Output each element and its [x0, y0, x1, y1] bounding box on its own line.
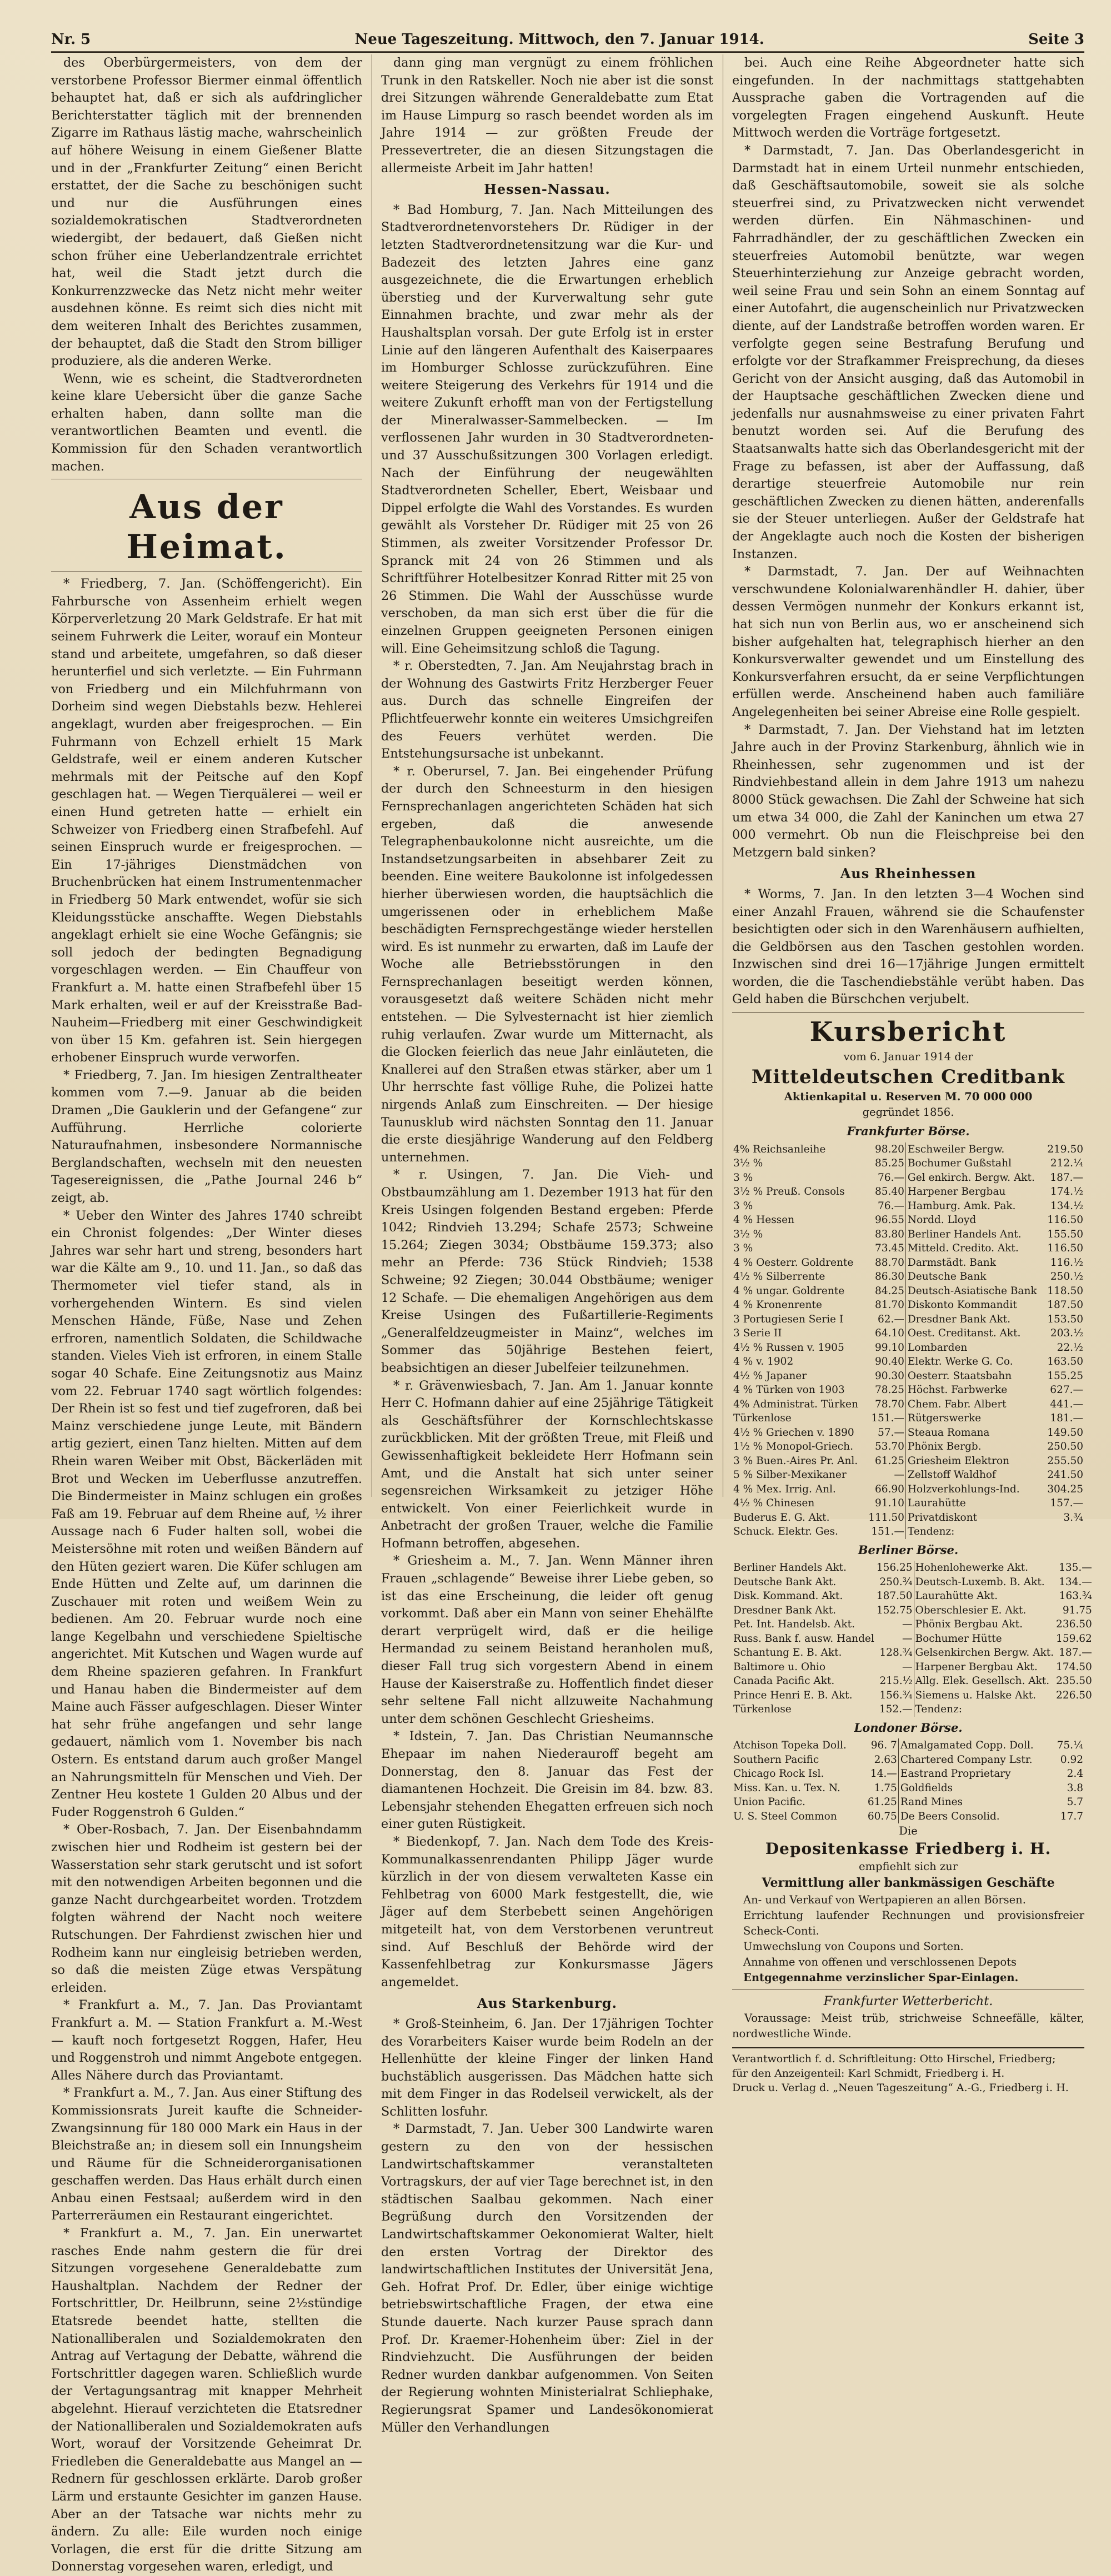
- security-name: Amalgamated Copp. Doll.: [900, 1740, 1034, 1752]
- security-rate: 203.½: [1050, 1327, 1083, 1340]
- security-rate: 66.90: [874, 1483, 904, 1495]
- column-3: [732, 54, 1092, 2094]
- security-rate: 441.—: [1050, 1398, 1083, 1410]
- rate-row: [732, 1738, 1084, 1753]
- security-rate: 76.—: [878, 1200, 904, 1212]
- security-name: Disk. Kommand. Akt.: [733, 1590, 843, 1602]
- security-rate: 96. 7: [870, 1740, 897, 1752]
- security-name: Berliner Handels Ant.: [907, 1228, 1022, 1240]
- frankfurt-heading: Frankfurter Börse.: [847, 1124, 970, 1139]
- security-rate: 81.70: [874, 1299, 904, 1311]
- security-name: Hohenlohewerke Akt.: [915, 1562, 1029, 1574]
- security-name: 3 Serie II: [733, 1327, 782, 1340]
- security-name: Deutsche Bank Akt.: [733, 1576, 837, 1588]
- security-name: Southern Pacific: [733, 1753, 819, 1766]
- kursbericht-title: Kursbericht: [809, 1016, 1007, 1048]
- security-rate: 304.25: [1047, 1483, 1083, 1495]
- security-rate: 241.50: [1047, 1469, 1083, 1481]
- bank-capital: Aktienkapital u. Reserven M. 70 000 000: [784, 1090, 1033, 1104]
- ad-headline: Vermittlung aller bankmässigen Geschäfte: [762, 1876, 1055, 1891]
- imprint-line: Druck u. Verlag d. „Neuen Tageszeitung“ A.-G., Friedberg i. H.: [732, 2081, 1069, 2094]
- security-rate: 118.50: [1047, 1285, 1083, 1297]
- rate-row: [732, 1468, 1084, 1482]
- security-rate: 83.80: [874, 1228, 904, 1240]
- security-rate: 187.—: [1050, 1171, 1083, 1184]
- depositenkasse-name: Depositenkasse Friedberg i. H.: [765, 1840, 1052, 1858]
- rate-row: [732, 1298, 1084, 1312]
- section-title-heimat: Aus der Heimat.: [126, 488, 287, 567]
- article-paragraph: * Friedberg, 7. Jan. Im hiesigen Zentraltheater kommen vom 7.—9. Januar ab die beiden Dramen „Die Gauklerin und der Gefangene“ zur Aufführung. Herrliche colorierte Naturaufnahmen, insbesondere Normannische Berglandschaften, wechseln mit den neuesten Tagesereignissen, die „Pathe Journal 246 b“ zeigt, ab.: [51, 1068, 362, 1206]
- security-rate: 61.25: [874, 1455, 904, 1467]
- rate-row: [732, 1199, 1084, 1214]
- section-heading: Aus Starkenburg.: [477, 1995, 617, 2012]
- security-rate: 0.92: [1060, 1753, 1083, 1766]
- berlin-heading: Berliner Börse.: [858, 1542, 959, 1557]
- security-name: Harpener Bergbau Akt.: [915, 1661, 1038, 1673]
- security-rate: 78.70: [874, 1398, 904, 1410]
- security-name: Privatdiskont: [907, 1511, 977, 1523]
- security-name: Diskonto Kommandit: [907, 1299, 1017, 1311]
- rate-row: [732, 1312, 1084, 1327]
- rate-row: [732, 1617, 1093, 1632]
- rate-row: [732, 1795, 1084, 1810]
- security-name: Höchst. Farbwerke: [907, 1384, 1008, 1396]
- security-rate: 53.70: [874, 1441, 904, 1453]
- security-name: Oesterr. Staatsbahn: [907, 1370, 1012, 1382]
- security-name: Darmstädt. Bank: [907, 1256, 996, 1269]
- security-rate: 152.75: [876, 1604, 913, 1616]
- security-name: Canada Pacific Akt.: [733, 1675, 835, 1687]
- divider: [732, 1012, 1084, 1013]
- security-name: Nordd. Lloyd: [907, 1214, 977, 1226]
- rate-row: [732, 1781, 1084, 1796]
- rate-row: [732, 1256, 1084, 1270]
- security-rate: 163.¾: [1059, 1590, 1092, 1602]
- rate-row: [732, 1674, 1093, 1688]
- security-rate: 3.8: [1067, 1782, 1083, 1794]
- kursbericht-date: vom 6. Januar 1914 der: [843, 1050, 973, 1064]
- security-name: Oest. Creditanst. Akt.: [907, 1327, 1021, 1340]
- security-name: 1½ % Monopol-Griech.: [733, 1441, 853, 1453]
- rate-row: [732, 1660, 1093, 1675]
- article-paragraph: * Bad Homburg, 7. Jan. Nach Mitteilungen des Stadtverordnetenvorstehers Dr. Rüdiger in der letzten Stadtverordnetensitzung war die Kur- und Badezeit des letzten Jahres eine ganz ausgezeichnete, die die Erwartungen erheblich überstieg und der Kurverwaltung sehr gute Einnahmen brachte, und zwar mehr als der Haushaltsplan vorsah. Der gute Erfolg ist in erster Linie auf den längeren Aufenthalt des Kaiserpaares im Homburger Schlosse zurückzuführen. Eine weitere Steigerung des Verkehrs für 1914 und die weitere Zukunft erhofft man von der Fertigstellung der Mineralwasser-Sammelbecken. — Im verflossenen Jahr wurden in 30 Stadtverordneten- und 37 Ausschußsitzungen 300 Vorlagen erledigt. Nach der Einführung der neugewählten Stadtverordneten Scheller, Ebert, Weisbaar und Dippel erfolgte die Wahl des Vorstandes. Es wurden gewählt als Vorsteher Dr. Rüdiger mit 25 von 26 Stimmen, als zweiter Vorsitzender Professor Dr. Spranck mit 24 von 26 Stimmen und als Schriftführer Hotelbesitzer Konrad Ritter mit 25 von 26 Stimmen. Die Wahl der Ausschüsse wurde verschoben, da man sich erst über die für die einzelnen Gruppen geeigneten Personen einigen will. Eine Geheimsitzung schloß die Tagung.: [381, 202, 713, 656]
- security-rate: —: [902, 1661, 913, 1673]
- rate-row: [732, 1440, 1084, 1454]
- security-name: 4½ % Silberrente: [733, 1271, 825, 1283]
- article-paragraph: * r. Oberursel, 7. Jan. Bei eingehender Prüfung der durch den Schneesturm in den hiesigen Fernsprechanlagen angerichteten Schäden hat sich ergeben, daß die anwesende Telegraphenbaukolonne nicht ausreichte, um die Instandsetzungsarbeiten in absehbarer Zeit zu beenden. Eine weitere Baukolonne ist infolgedessen hierher überwiesen worden, die hauptsächlich die umgerissenen oder in erheblichem Maße beschädigten Fernsprechgestänge wieder herstellen wird. Es ist nunmehr zu erwarten, daß im Laufe der Woche alle Betriebsstörungen in den Fernsprechanlagen beseitigt werden können, vorausgesetzt daß weitere Schäden nicht mehr entstehen. — Die Sylvesternacht ist hier ziemlich ruhig verlaufen. Zwar wurde um Mitternacht, als die Glocken feierlich das neue Jahr einläuteten, die Knallerei auf den Straßen etwas stärker, aber um 1 Uhr herrschte fast völlige Ruhe, die Polizei hatte nirgends Anlaß zum Einschreiten. — Der hiesige Taunusklub wird nächsten Sonntag den 11. Januar die erste diesjährige Wanderung auf den Feldberg unternehmen.: [381, 764, 713, 1165]
- article-paragraph: * r. Usingen, 7. Jan. Die Vieh- und Obstbaumzählung am 1. Dezember 1913 hat für den Kreis Usingen folgenden Bestand ergeben: Pferde 1042; Rindvieh 13.294; Schafe 2573; Schweine 15.264; Ziegen 3034; Obstbäume 159.373; also mehr an Pferde: 736 Stück Rindvieh; 1538 Schweine; 92 Ziegen; 30.044 Obstbäume; weniger 12 Schafe. — Die ehemaligen Angehörigen aus dem Kreise Usingen des Fußartillerie-Regiments „Generalfeldzeugmeister in Mainz“, welches im Sommer das 50jährige Bestehen feiert, beabsichtigen an dieser Jubelfeier teilzunehmen.: [381, 1167, 713, 1375]
- security-rate: 155.50: [1047, 1228, 1083, 1240]
- security-rate: 250.¾: [879, 1576, 913, 1588]
- article-paragraph: * Darmstadt, 7. Jan. Ueber 300 Landwirte waren gestern zu den von der hessischen Landwirtschaftskammer veranstalteten Vortragskurs, der auf vier Tage berechnet ist, in den städtischen Saalbau gekommen. Nach einer Begrüßung durch den Vorsitzenden der Landwirtschaftskammer Oekonomierat Walter, hielt den ersten Vortrag der Direktor des landwirtschaftlichen Institutes der Universität Jena, Geh. Hofrat Prof. Dr. Edler, über einige wichtige betriebswirtschaftliche Fragen, der etwa eine Stunde dauerte. Nach kurzer Pause sprach dann Prof. Dr. Kraemer-Hohenheim über: Ziel in der Rindviehzucht. Die Ausführungen der beiden Redner wurden dankbar aufgenommen. Von Seiten der Regierung wohnten Ministerialrat Schliephake, Regierungsrat Spamer und Landesökonomierat Müller den Verhandlungen: [381, 2122, 713, 2435]
- rate-row: [732, 1341, 1084, 1355]
- security-rate: 134.—: [1059, 1576, 1092, 1588]
- rate-row: [732, 1171, 1084, 1185]
- security-name: 5 % Silber-Mexikaner: [733, 1469, 847, 1481]
- security-name: Chartered Company Lstr.: [900, 1753, 1033, 1766]
- security-rate: 73.45: [874, 1242, 904, 1255]
- ad-die: Die: [899, 1825, 918, 1838]
- rate-row: [732, 1241, 1084, 1256]
- security-name: Rand Mines: [900, 1796, 963, 1808]
- article-paragraph: * Friedberg, 7. Jan. (Schöffengericht). Ein Fahrbursche von Assenheim erhielt wegen Körperverletzung 20 Mark Geldstrafe. Er hat mit seinem Fuhrwerk die Leiter, worauf ein Monteur stand und arbeitete, umgefahren, so daß dieser herunterfiel und sich verletzte. — Ein Fuhrmann von Friedberg und ein Milchfuhrmann von Dorheim sind wegen Diebstahls bezw. Hehlerei angeklagt, wurden aber freigesprochen. — Ein Fuhrmann von Echzell erhielt 15 Mark Geldstrafe, weil er einem anderen Kutscher mehrmals mit der Peitsche auf den Kopf geschlagen hat. — Wegen Tierquälerei — weil er einen Hund getreten hatte — erhielt ein Schweizer von Friedberg einen Strafbefehl. Auf seinen Einspruch wurde er freigesprochen. — Ein 17-jähriges Dienstmädchen von Bruchenbrücken hat einem Instrumentenmacher in Friedberg 50 Mark entwendet, wofür sie sich Kleidungsstücke anschaffte. Wegen Diebstahls angeklagt erhielt sie eine Woche Gefängnis; sie soll jedoch der bedingten Begnadigung vorgeschlagen werden. — Ein Chauffeur von Frankfurt a. M. hatte einen Strafbefehl über 15 Mark erhalten, weil er auf der Kreisstraße Bad-Nauheim—Friedberg mit einer Geschwindigkeit von über 15 Km. gefahren ist. Sein hiergegen erhobener Einspruch wurde verworfen.: [51, 577, 362, 1065]
- rate-row: [732, 1383, 1084, 1397]
- security-name: 3½ %: [733, 1157, 763, 1170]
- security-name: 4½ % Japaner: [733, 1370, 807, 1382]
- security-rate: 151.—: [871, 1412, 904, 1425]
- security-rate: 75.¼: [1057, 1740, 1083, 1752]
- security-name: Eschweiler Bergw.: [907, 1143, 1005, 1155]
- security-name: Goldfields: [900, 1782, 953, 1794]
- rate-row: [732, 1482, 1084, 1497]
- security-rate: 174.50: [1056, 1661, 1092, 1673]
- article-paragraph: * Frankfurt a. M., 7. Jan. Aus einer Stiftung des Kommissionsrats Jureit kaufte die Schneider-Zwangsinnung für 180 000 Mark ein Haus in der Bleichstraße an; in diesem soll ein Innungsheim und Räume für die Schneiderorganisationen geschaffen werden. Das Haus erhält durch einen Anbau einen Festsaal; außerdem wird in den Parterreräumen ein Restaurant eingerichtet.: [51, 2086, 362, 2223]
- security-name: Chem. Fabr. Albert: [907, 1398, 1007, 1410]
- column-2: [381, 54, 713, 2435]
- security-name: 4½ % Chinesen: [733, 1497, 815, 1510]
- security-rate: 219.50: [1047, 1143, 1083, 1155]
- security-name: Bochumer Gußstahl: [907, 1157, 1012, 1170]
- security-rate: 135.—: [1059, 1562, 1092, 1574]
- security-rate: 255.50: [1047, 1455, 1083, 1467]
- security-name: Union Pacific.: [733, 1796, 805, 1808]
- security-name: Tendenz:: [915, 1703, 962, 1716]
- article-paragraph: * Frankfurt a. M., 7. Jan. Ein unerwartet rasches Ende nahm gestern die für drei Sitzungen vorgesehene Generaldebatte zum Haushaltplan. Nachdem der Redner der Fortschrittler, Dr. Heilbrunn, seine 2½stündige Etatsrede beendet hatte, stellten die Nationalliberalen und Sozialdemokraten den Antrag auf Vertagung der Debatte, während die Fortschrittler dagegen waren. Schließlich wurde der Vertagungsantrag mit knapper Mehrheit abgelehnt. Hierauf verzichteten die Etatsredner der Nationalliberalen und Sozialdemokraten aufs Wort, worauf der Vorsitzende Geheimrat Dr. Friedleben die Generaldebatte aus Mangel an — Rednern für geschlossen erklärte. Darob großer Lärm und erstaunte Gesichter im ganzen Hause. Aber an der Tatsache war nichts mehr zu ändern. Zu alle: Eile wurden noch einige Vorlagen, die erst für die dritte Sitzung am Donnerstag vorgesehen waren, erledigt, und: [51, 2226, 362, 2574]
- rate-row: [732, 1767, 1084, 1781]
- security-rate: 60.75: [867, 1810, 897, 1822]
- security-name: Zellstoff Waldhof: [907, 1469, 996, 1481]
- security-rate: —: [894, 1469, 904, 1481]
- weather-forecast: Voraussage: Meist trüb, strichweise Schneefälle, kälter, nordwestliche Winde.: [732, 2011, 1084, 2040]
- article-paragraph: * Darmstadt, 7. Jan. Das Oberlandesgericht in Darmstadt hat in einem Urteil nunmehr entschieden, daß Geschäftsautomobile, soweit sie als solche steuerfrei sind, zu Privatzwecken nicht verwendet werden dürfen. Ein Nähmaschinen- und Fahrradhändler, der zu geschäftlichen Zwecken ein steuerfreies Automobil benützte, war wegen Steuerhinterziehung zur Anzeige gebracht worden, weil seine Frau und sein Sohn an einem Sonntag auf einer Autofahrt, die augenscheinlich nur Privatzwecken diente, auf der Landstraße betroffen worden waren. Er verfolgte gegen seine Bestrafung Berufung und erfolgte vor der Strafkammer Freisprechung, da dieses Gericht von der Ansicht ausging, daß das Automobil in der Hauptsache geschäftlichen Zwecken diene und jedenfalls nur ausnahmsweise zu einer privaten Fahrt benutzt worden sei. Auf die Berufung des Staatsanwalts hatte sich das Oberlandesgericht mit der Frage zu befassen, ist aber der Auffassung, daß derartige steuerfreie Automobile nur rein geschäftlichen Zwecken zu dienen hätten, anderenfalls sie der Steuer unterliegen. Außer der Geldstrafe hat der Angeklagte auch noch die Kosten der bisherigen Instanzen.: [732, 143, 1084, 562]
- security-name: U. S. Steel Common: [733, 1810, 837, 1822]
- article-paragraph: bei. Auch eine Reihe Abgeordneter hatte sich eingefunden. In der nachmittags stattgehabten Aussprache gaben die Vortragenden auf die vorgelegten Fragen eingehend Auskunft. Heute Mittwoch werden die Vorträge fortgesetzt.: [732, 56, 1084, 141]
- rate-row: [732, 1589, 1093, 1603]
- security-name: Allg. Elek. Gesellsch. Akt.: [915, 1675, 1050, 1687]
- rate-row: [732, 1326, 1084, 1341]
- security-name: Atchison Topeka Doll.: [733, 1740, 847, 1752]
- security-rate: 84.25: [874, 1285, 904, 1297]
- rate-row: [732, 1753, 1084, 1767]
- imprint-line: Verantwortlich f. d. Schriftleitung: Otto Hirschel, Friedberg;: [732, 2052, 1056, 2065]
- security-rate: 96.55: [874, 1214, 904, 1226]
- security-rate: 86.30: [874, 1271, 904, 1283]
- security-rate: 99.10: [874, 1341, 904, 1354]
- rate-row: [732, 1810, 1084, 1824]
- article-paragraph: * Biedenkopf, 7. Jan. Nach dem Tode des Kreis-Kommunalkassenrendanten Philipp Jäger wurde kürzlich in der von diesem verwalteten Kasse ein Fehlbetrag von 6000 Mark festgestellt, die, wie Jäger auf dem Sterbebett seinen Angehörigen mitgeteilt hat, von dem Verstorbenen veruntreut sind. Auf Beschluß der Behörde wird der Kassenfehlbetrag zur Konkursmasse Jägers angemeldet.: [381, 1834, 713, 1989]
- article-paragraph: * Idstein, 7. Jan. Das Christian Neumannsche Ehepaar im nahen Niederauroff begeht am Donnerstag, den 8. Januar das Fest der diamantenen Hochzeit. Die Greisin im 84. bzw. 83. Lebensjahr stehenden Ehegatten erfreuen sich noch einer guten Rüstigkeit.: [381, 1729, 713, 1832]
- rate-row: [732, 1426, 1084, 1440]
- security-rate: 76.—: [878, 1171, 904, 1184]
- article-paragraph: * Worms, 7. Jan. In den letzten 3—4 Wochen sind einer Anzahl Frauen, während sie die Schaufenster besichtigten oder sich in den Warenhäusern aufhielten, die Geldbörsen aus den Taschen gestohlen worden. Inzwischen sind drei 16—17jährige Jungen ermittelt worden, die die Taschendiebstähle verübt haben. Das Geld haben die Bürschchen verjubelt.: [732, 886, 1084, 1007]
- page-header: [51, 27, 1084, 53]
- security-rate: 64.10: [874, 1327, 904, 1340]
- security-name: Elektr. Werke G. Co.: [907, 1356, 1013, 1368]
- issue-number: Nr. 5: [51, 31, 91, 48]
- security-name: Siemens u. Halske Akt.: [915, 1689, 1037, 1701]
- security-name: Prince Henri E. B. Akt.: [733, 1689, 853, 1701]
- security-rate: 57.—: [878, 1426, 904, 1439]
- security-rate: 78.25: [874, 1384, 904, 1396]
- security-name: 4 % Oesterr. Goldrente: [733, 1256, 854, 1269]
- security-name: Hamburg. Amk. Pak.: [907, 1200, 1016, 1212]
- security-name: 3½ % Preuß. Consols: [733, 1186, 845, 1198]
- article-paragraph: dann ging man vergnügt zu einem fröhlichen Trunk in den Ratskeller. Noch nie aber ist die sonst drei Sitzungen währende Generaldebatte zum Etat im Hause Limpurg so rasch beendet worden als im Jahre 1914 — zur größten Freude der Pressevertreter, die an diesen Sitzungstagen die allermeiste Arbeit im Jahr hatten!: [381, 56, 713, 176]
- column-1: [51, 54, 363, 2574]
- security-name: 3 %: [733, 1200, 753, 1212]
- rate-row: [732, 1142, 1084, 1157]
- security-rate: 2.63: [874, 1753, 897, 1766]
- security-name: 4 % ungar. Goldrente: [733, 1285, 845, 1297]
- berlin-rates-table: [732, 1561, 1093, 1717]
- security-rate: 90.40: [874, 1356, 904, 1368]
- rate-row: [732, 1270, 1084, 1284]
- security-rate: 157.—: [1050, 1497, 1083, 1510]
- security-rate: 98.20: [874, 1143, 904, 1155]
- security-name: De Beers Consolid.: [900, 1810, 1000, 1822]
- security-rate: 187.—: [1059, 1647, 1092, 1659]
- rate-row: [732, 1369, 1084, 1384]
- security-rate: 116.50: [1047, 1242, 1083, 1255]
- security-name: Dresdner Bank Akt.: [907, 1313, 1010, 1325]
- security-name: 4 % Hessen: [733, 1214, 795, 1226]
- rate-row: [732, 1688, 1093, 1703]
- security-name: Buderus E. G. Akt.: [733, 1511, 830, 1523]
- rate-row: [732, 1511, 1084, 1525]
- security-name: 4 % Mex. Irrig. Anl.: [733, 1483, 836, 1495]
- security-rate: 156.¾: [879, 1689, 913, 1701]
- security-rate: 5.7: [1067, 1796, 1083, 1808]
- article-paragraph: Wenn, wie es scheint, die Stadtverordneten keine klare Uebersicht über die ganze Sache erhalten haben, dann sollte man die verantwortlichen Beamten und eventl. die Kommission für den Schaden verantwortlich machen.: [51, 371, 362, 474]
- bank-founded: gegründet 1856.: [862, 1106, 954, 1119]
- security-name: Harpener Bergbau: [907, 1186, 1006, 1198]
- rate-row: [732, 1227, 1084, 1242]
- security-name: Holzverkohlungs-Ind.: [907, 1483, 1020, 1495]
- security-rate: 627.—: [1050, 1384, 1083, 1396]
- imprint: [732, 2047, 1084, 2095]
- security-rate: 236.50: [1056, 1618, 1092, 1631]
- security-rate: 3.¾: [1063, 1511, 1083, 1523]
- security-rate: 187.50: [876, 1590, 913, 1602]
- security-name: Laurahütte: [907, 1497, 966, 1510]
- weather-heading: Frankfurter Wetterbericht.: [823, 1993, 993, 2008]
- security-name: 3½ %: [733, 1228, 763, 1240]
- security-rate: 1.75: [874, 1782, 897, 1794]
- security-rate: 61.25: [867, 1796, 897, 1808]
- security-name: Baltimore u. Ohio: [733, 1661, 826, 1673]
- security-rate: 2.4: [1067, 1768, 1083, 1780]
- rate-row: [732, 1156, 1084, 1171]
- security-rate: 128.¾: [879, 1647, 913, 1659]
- security-name: 4 % Kronenrente: [733, 1299, 822, 1311]
- security-name: Griesheim Elektron: [907, 1455, 1010, 1467]
- security-rate: 22.½: [1057, 1341, 1083, 1354]
- security-rate: 85.40: [874, 1186, 904, 1198]
- security-name: Oberschlesier E. Akt.: [915, 1604, 1027, 1616]
- security-name: 3 %: [733, 1242, 753, 1255]
- section-heading: Aus Rheinhessen: [840, 865, 977, 882]
- rate-row: [732, 1411, 1084, 1426]
- rate-row: [732, 1284, 1084, 1299]
- security-rate: 174.½: [1050, 1186, 1083, 1198]
- security-rate: 149.50: [1047, 1426, 1083, 1439]
- security-name: Deutsch-Luxemb. B. Akt.: [915, 1576, 1045, 1588]
- security-rate: 212.¼: [1050, 1157, 1083, 1170]
- security-rate: 116.50: [1047, 1214, 1083, 1226]
- london-rates-table: [732, 1738, 1084, 1823]
- security-rate: 111.50: [868, 1511, 904, 1523]
- security-rate: 163.50: [1047, 1356, 1083, 1368]
- rate-row: [732, 1561, 1093, 1575]
- security-name: Gel enkirch. Bergw. Akt.: [907, 1171, 1035, 1184]
- security-name: Pet. Int. Handelsb. Akt.: [733, 1618, 855, 1631]
- security-name: Mitteld. Credito. Akt.: [907, 1242, 1019, 1255]
- rate-row: [732, 1213, 1084, 1227]
- security-rate: 159.62: [1056, 1632, 1092, 1645]
- security-rate: 152.—: [879, 1703, 913, 1716]
- security-rate: 91.10: [874, 1497, 904, 1510]
- security-rate: 250.½: [1050, 1271, 1083, 1283]
- security-name: Schuck. Elektr. Ges.: [733, 1526, 838, 1538]
- security-name: Rütgerswerke: [907, 1412, 982, 1425]
- rate-row: [732, 1397, 1084, 1412]
- security-rate: 226.50: [1056, 1689, 1092, 1701]
- bank-name: Mitteldeutschen Creditbank: [751, 1066, 1065, 1089]
- security-name: Eastrand Proprietary: [900, 1768, 1011, 1780]
- security-name: Russ. Bank f. ausw. Handel: [733, 1632, 874, 1645]
- security-name: Bochumer Hütte: [915, 1632, 1002, 1645]
- london-heading: Londoner Börse.: [854, 1720, 963, 1735]
- article-paragraph: * Ober-Rosbach, 7. Jan. Der Eisenbahndamm zwischen hier und Rodheim ist gestern bei der Wasserstation sehr stark gerutscht und ist sofort mit den notwendigen Arbeiten begonnen und die ganze Nacht durchgearbeitet worden. Trotzdem folgten während der Nacht noch weitere Rutschungen. Der Fahrdienst zwischen hier und Rodheim kann nur eingleisig betrieben werden, so daß die meisten Züge etwas Verspätung erleiden.: [51, 1822, 362, 1995]
- security-name: 3 Portugiesen Serie I: [733, 1313, 844, 1325]
- rate-row: [732, 1632, 1093, 1646]
- security-rate: 250.50: [1047, 1441, 1083, 1453]
- security-name: Tendenz:: [907, 1526, 955, 1538]
- ad-service: Errichtung laufender Rechnungen und provisionsfreier Scheck-Conti.: [743, 1908, 1084, 1937]
- article-paragraph: des Oberbürgermeisters, von dem der verstorbene Professor Biermer einmal öffentlich behauptet hat, daß er sich als aufdringlicher Berichterstatter täglich mit der brennenden Zigarre im Rathaus lästig mache, wahrscheinlich auf höhere Weisung in einem Gießener Blatte und in der „Frankfurter Zeitung“ einen Bericht erstattet, der die Sache zu beschönigen sucht und nur die Ausführungen eines sozialdemokratischen Stadtverordneten wiedergibt, der bedauert, daß Gießen nicht schon früher eine Ueberlandzentrale errichtet hat, weil die Stadt jetzt durch die Konkurrenzzwecke das Netz nicht mehr weiter ausdehnen könne. Es reimt sich dies nicht mit dem weiteren Inhalt des Berichtes zusammen, der behauptet, daß die Stadt den Strom billiger produziere, als die anderen Werke.: [51, 56, 362, 369]
- security-rate: 215.½: [879, 1675, 913, 1687]
- article-paragraph: * Groß-Steinheim, 6. Jan. Der 17jährigen Tochter des Vorarbeiters Kaiser wurde beim Rodeln an der Hellenhütte der kleine Finger der linken Hand buchstäblich ausgerissen. Das Mädchen hatte sich mit dem Finger in das Rodelseil verwickelt, als der Schlitten losfuhr.: [381, 2016, 713, 2119]
- security-name: Laurahütte Akt.: [915, 1590, 998, 1602]
- security-rate: 187.50: [1047, 1299, 1083, 1311]
- security-name: Steaua Romana: [907, 1426, 990, 1439]
- security-name: Deutsche Bank: [907, 1271, 987, 1283]
- article-paragraph: * Darmstadt, 7. Jan. Der Viehstand hat im letzten Jahre auch in der Provinz Starkenburg, ähnlich wie in Rheinhessen, sehr zugenommen und ist der Rindviehbestand allein in dem Jahre 1913 um nahezu 8000 Stück gewachsen. Die Zahl der Schweine hat sich um etwa 34 000, die Zahl der Kaninchen um etwa 27 000 vermehrt. Ob nun die Fleischpreise bei den Metzgern bald sinken?: [732, 722, 1084, 860]
- security-rate: [1044, 1525, 1084, 1539]
- security-name: Phönix Bergbau Akt.: [915, 1618, 1023, 1631]
- security-rate: 91.75: [1062, 1604, 1092, 1616]
- security-name: Deutsch-Asiatische Bank: [907, 1285, 1037, 1297]
- security-rate: —: [902, 1618, 913, 1631]
- security-name: Gelsenkirchen Bergw. Akt.: [915, 1647, 1054, 1659]
- article-paragraph: * Darmstadt, 7. Jan. Der auf Weihnachten verschwundene Kolonialwarenhändler H. dahier, über dessen Vermögen nunmehr der Konkurs erkannt ist, hat sich nun von Berlin aus, wo er anscheinend sich bisher aufgehalten hat, telegraphisch hierher an den Konkursverwalter gewendet und um Einstellung des Konkursverfahren ersucht, da er seine Verpflichtungen erfüllen werde. Anscheinend haben auch familiäre Angelegenheiten bei seiner Abreise eine Rolle gespielt.: [732, 564, 1084, 719]
- security-name: 4½ % Griechen v. 1890: [733, 1426, 854, 1439]
- security-name: Schantung E. B. Akt.: [733, 1647, 842, 1659]
- ad-empfiehlt: empfiehlt sich zur: [859, 1860, 958, 1873]
- rate-row: [732, 1355, 1084, 1369]
- rate-row: [732, 1646, 1093, 1660]
- security-rate: 90.30: [874, 1370, 904, 1382]
- security-name: 3 % Buen.-Aires Pr. Anl.: [733, 1455, 858, 1467]
- security-name: Türkenlose: [733, 1703, 792, 1716]
- security-name: Berliner Handels Akt.: [733, 1562, 847, 1574]
- security-rate: 134.½: [1050, 1200, 1083, 1212]
- security-rate: 153.50: [1047, 1313, 1083, 1325]
- ad-service: Annahme von offenen und verschlossenen Depots: [743, 1955, 1017, 1968]
- security-rate: 181.—: [1050, 1412, 1083, 1425]
- ad-service: Umwechslung von Coupons und Sorten.: [743, 1939, 964, 1953]
- security-name: 4% Reichsanleihe: [733, 1143, 826, 1155]
- security-rate: 156.25: [876, 1562, 913, 1574]
- imprint-line: für den Anzeigenteil: Karl Schmidt, Friedberg i. H.: [732, 2067, 1005, 2079]
- article-paragraph: * Ueber den Winter des Jahres 1740 schreibt ein Chronist folgendes: „Der Winter dieses Jahres war sehr hart und streng, besonders hart war die Kälte am 9., 10. und 11. Jan., so daß das Thermometer viel tiefer stand, als in vorhergehenden Wintern. Es sind vielen Menschen Hände, Füße, Nase und Zehen erfroren, namentlich Soldaten, die Schildwache standen. Vieles Vieh ist erfroren, in einem Stalle sogar 40 Schafe. Eine Zeitungsnotiz aus Mainz vom 22. Februar 1740 sagt wörtlich folgendes: Der Rhein ist so fest und tief zugefroren, daß bei Mainz verschiedene junge Leute, mit Bändern artig geziert, einen Tanz hielten. Mitten auf dem Rhein waren Weiber mit Obst, Bäckerläden mit Brot und Wecken im Ueberflusse anzutreffen. Die Bindermeister in Mainz schlugen ein großes Faß am 19. Februar auf dem Rheine auf, ½ ihrer Aussage nach 6 Fuder halten soll, wobei die Meistersöhne mit roten und weißen Bändern auf den Hüten geziert waren. Die Küfer schlugen am Ende Hütten und Zelte auf, um darinnen die Zuschauer mit roten und weißem Wein zu bedienen. Am 20. Februar wurde noch eine lange Kegelbahn und verschiedene Spieltische angerichtet. Mit Kutschen und Wagen wurde auf dem Rheine spazieren gefahren. In Frankfurt und Hanau haben die Bindermeister auf dem Maine auch Fässer aufgeschlagen. Dieser Winter hat sehr frühe angefangen und sehr lange gedauert, nämlich vom 1. November bis nach Ostern. Es entstand darum auch großer Mangel an Nahrungsmitteln für Menschen und Vieh. Der Zentner Heu kostete 1 Gulden 20 Albus und der Fuder Roggenstroh 6 Gulden.“: [51, 1208, 362, 1820]
- article-paragraph: * Frankfurt a. M., 7. Jan. Das Proviantamt Frankfurt a. M. — Station Frankfurt a. M.-West — kauft noch fortgesetzt Roggen, Hafer, Heu und Roggenstroh und nimmt Angebote entgegen. Alles Nähere durch das Proviantamt.: [51, 1998, 363, 2083]
- security-rate: 116.½: [1050, 1256, 1083, 1269]
- security-name: Phönix Bergb.: [907, 1441, 982, 1453]
- article-paragraph: * r. Oberstedten, 7. Jan. Am Neujahrstag brach in der Wohnung des Gastwirts Fritz Herzberger Feuer aus. Durch das schnelle Eingreifen der Pflichtfeuerwehr konnte ein weiteres Umsichgreifen des Feuers verhütet werden. Die Entstehungsursache ist unbekannt.: [381, 659, 713, 761]
- security-name: 4 % v. 1902: [733, 1356, 794, 1368]
- rate-row: [732, 1185, 1084, 1199]
- security-name: Lombarden: [907, 1341, 968, 1354]
- frankfurt-rates-table: [732, 1142, 1084, 1539]
- security-rate: 155.25: [1047, 1370, 1083, 1382]
- security-name: Türkenlose: [733, 1412, 792, 1425]
- rate-row: [732, 1525, 1084, 1539]
- security-rate: —: [902, 1632, 913, 1645]
- security-rate: 235.50: [1056, 1675, 1092, 1687]
- security-name: Chicago Rock Isl.: [733, 1768, 824, 1780]
- ad-service: Entgegennahme verzinslicher Spar-Einlagen.: [743, 1971, 1019, 1984]
- section-heading: Hessen-Nassau.: [484, 181, 610, 198]
- article-paragraph: * Griesheim a. M., 7. Jan. Wenn Männer ihren Frauen „schlagende“ Beweise ihrer Liebe geben, so ist das eine Erscheinung, die leider oft genug vorkommt. Daß aber ein Mann von seiner Ehehälfte derart verprügelt wird, daß er die heilige Hermandad zu seinem Beistand heranholen muß, dieser Fall trug sich vorgestern Abend in einem Hause der Kaiserstraße zu. Hoffentlich findet dieser sehr seltene Fall nicht allzuweite Nachahmung unter dem schönen Geschlecht Griesheims.: [381, 1553, 713, 1726]
- security-rate: 62.—: [878, 1313, 904, 1325]
- ad-service: An- und Verkauf von Wertpapieren an allen Börsen.: [743, 1893, 1026, 1906]
- rate-row: [732, 1496, 1084, 1511]
- security-rate: 88.70: [874, 1256, 904, 1269]
- security-rate: 17.7: [1060, 1810, 1083, 1822]
- security-name: 4½ % Russen v. 1905: [733, 1341, 844, 1354]
- masthead-line: Neue Tageszeitung. Mittwoch, den 7. Januar 1914.: [354, 31, 764, 48]
- rate-row: [732, 1575, 1093, 1590]
- rate-row: [732, 1702, 1093, 1717]
- security-name: 3 %: [733, 1171, 753, 1184]
- security-rate: 85.25: [874, 1157, 904, 1170]
- article-paragraph: * r. Grävenwiesbach, 7. Jan. Am 1. Januar konnte Herr C. Hofmann dahier auf eine 25jährige Tätigkeit als Geschäftsführer der Kornschlechtskasse zurückblicken. Mit der größten Treue, mit Fleiß und Gewissenhaftigkeit bekleidete Herr Hofmann sein Amt, und die Anstalt hat sich unter seiner segensreichen Wirksamkeit zu jetziger Höhe entwickelt. Von einer Feierlichkeit wurde in Anbetracht der großen Trauer, welche die Familie Hofmann betroffen, abgesehen.: [381, 1378, 713, 1551]
- security-name: 4 % Türken von 1903: [733, 1384, 845, 1396]
- security-rate: 14.—: [870, 1768, 897, 1780]
- security-name: Dresdner Bank Akt.: [733, 1604, 837, 1616]
- security-name: Miss. Kan. u. Tex. N.: [733, 1782, 840, 1794]
- rate-row: [732, 1454, 1084, 1469]
- rate-row: [732, 1603, 1093, 1618]
- security-rate: [1055, 1702, 1093, 1717]
- security-rate: 151.—: [871, 1526, 904, 1538]
- security-name: 4% Administrat. Türken: [733, 1398, 858, 1410]
- page-number: Seite 3: [1028, 31, 1084, 48]
